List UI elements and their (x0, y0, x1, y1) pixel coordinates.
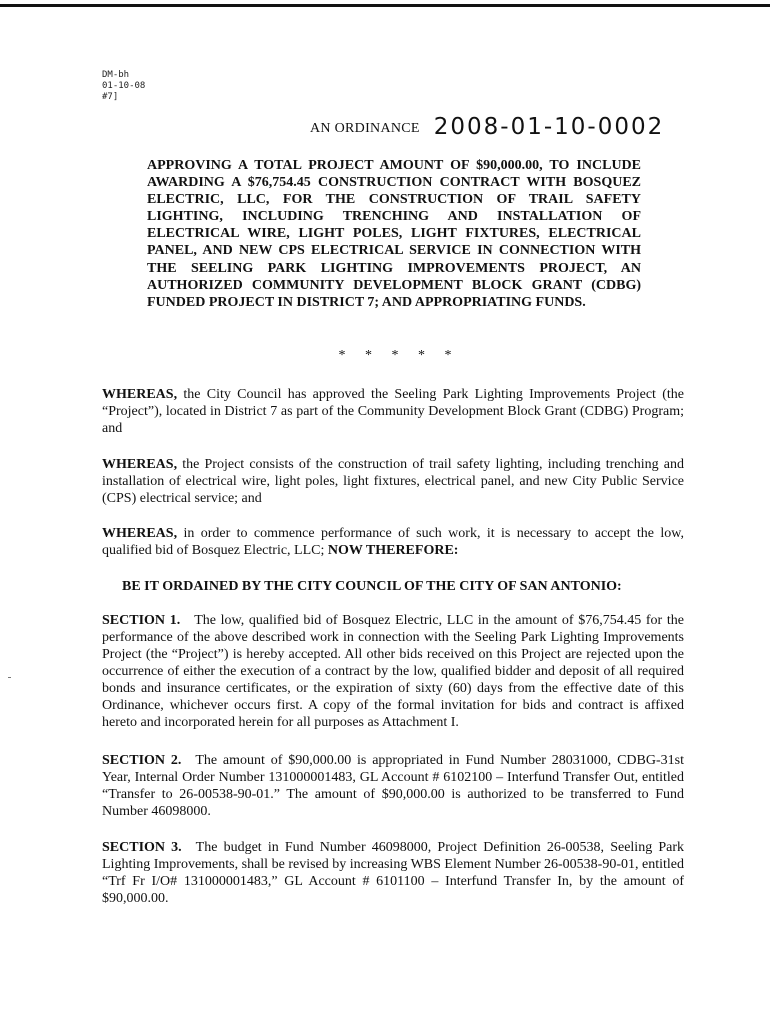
section-2 (102, 752, 684, 820)
stamp-line: #7] (102, 92, 119, 102)
section-text: The budget in Fund Number 46098000, Project Definition 26-00538, Seeling Park Lighting Improvements, shall be revised by increasing WBS Element Number 26-00538-90-01, entitled “Trf Fr I/O# 131000001483,” GL Account # 6101100 – Interfund Transfer In, by the amount of $90,000.00. (102, 840, 684, 906)
section-1 (102, 612, 684, 731)
section-3 (102, 839, 684, 907)
top-border-rule (0, 4, 770, 7)
scan-margin-mark (8, 677, 11, 678)
whereas-text: in order to commence performance of such work, it is necessary to accept the low, qualified bid of Bosquez Electric, LLC; (102, 526, 684, 558)
ordinance-title: APPROVING A TOTAL PROJECT AMOUNT OF $90,000.00, TO INCLUDE AWARDING A $76,754.45 CONSTRUCTION CONTRACT WITH BOSQUEZ ELECTRIC, LLC, FOR THE CONSTRUCTION OF TRAIL SAFETY LIGHTING, INCLUDING TRENCHING AND INSTALLATION OF ELECTRICAL WIRE, LIGHT POLES, LIGHT FIXTURES, ELECTRICAL PANEL, AND NEW CPS ELECTRICAL SERVICE IN CONNECTION WITH THE SEELING PARK LIGHTING IMPROVEMENTS PROJECT, AN AUTHORIZED COMMUNITY DEVELOPMENT BLOCK GRANT (CDBG) FUNDED PROJECT IN DISTRICT 7; AND APPROPRIATING FUNDS. (147, 158, 641, 310)
separator-asterisks: * * * * * (338, 348, 452, 363)
now-therefore: NOW THEREFORE: (327, 543, 459, 558)
ordinance-number: 2008-01-10-0002 (433, 114, 665, 140)
section-text: The amount of $90,000.00 is appropriated in Fund Number 28031000, CDBG-31st Year, Internal Order Number 131000001483, GL Account # 6102100 – Interfund Transfer Out, entitled “Transfer to 26-00538-90-01.” The amount of $90,000.00 is authorized to be transferred to Fund Number 46098000. (102, 753, 684, 819)
stamp-line: DM-bh (102, 70, 130, 80)
whereas-lead: WHEREAS, (102, 457, 178, 472)
section-text: The low, qualified bid of Bosquez Electric, LLC in the amount of $76,754.45 for the performance of the above described work in connection with the Seeling Park Lighting Improvements Project (the “Project”) is hereby accepted. All other bids received on this Project are rejected upon the occurrence of either the execution of a contract by the low, qualified bidder and deposit of all required bonds and insurance certificates, or the expiration of sixty (60) days from the effective date of this Ordinance, whichever occurs first. A copy of the formal invitation for bids and contract is affixed hereto and incorporated herein for all purposes as Attachment I. (102, 613, 684, 730)
whereas-clause-1 (102, 386, 684, 437)
section-label: SECTION 2. (102, 753, 182, 768)
document-stamp (102, 70, 145, 103)
stamp-line: 01-10-08 (102, 81, 146, 91)
ordinance-label: AN ORDINANCE (310, 121, 420, 136)
whereas-text: the City Council has approved the Seeling Park Lighting Improvements Project (the “Project”), located in District 7 as part of the Community Development Block Grant (CDBG) Program; and (102, 387, 684, 436)
whereas-lead: WHEREAS, (102, 526, 178, 541)
whereas-text: the Project consists of the construction of trail safety lighting, including trenching and installation of electrical wire, light poles, light fixtures, electrical panel, and new City Public Service (CPS) electrical service; and (102, 457, 684, 506)
ordaining-clause: BE IT ORDAINED BY THE CITY COUNCIL OF THE CITY OF SAN ANTONIO: (122, 579, 622, 594)
ordinance-header (310, 112, 664, 138)
whereas-clause-2 (102, 456, 684, 507)
whereas-clause-3 (102, 525, 684, 559)
section-label: SECTION 3. (102, 840, 182, 855)
whereas-lead: WHEREAS, (102, 387, 178, 402)
section-label: SECTION 1. (102, 613, 181, 628)
